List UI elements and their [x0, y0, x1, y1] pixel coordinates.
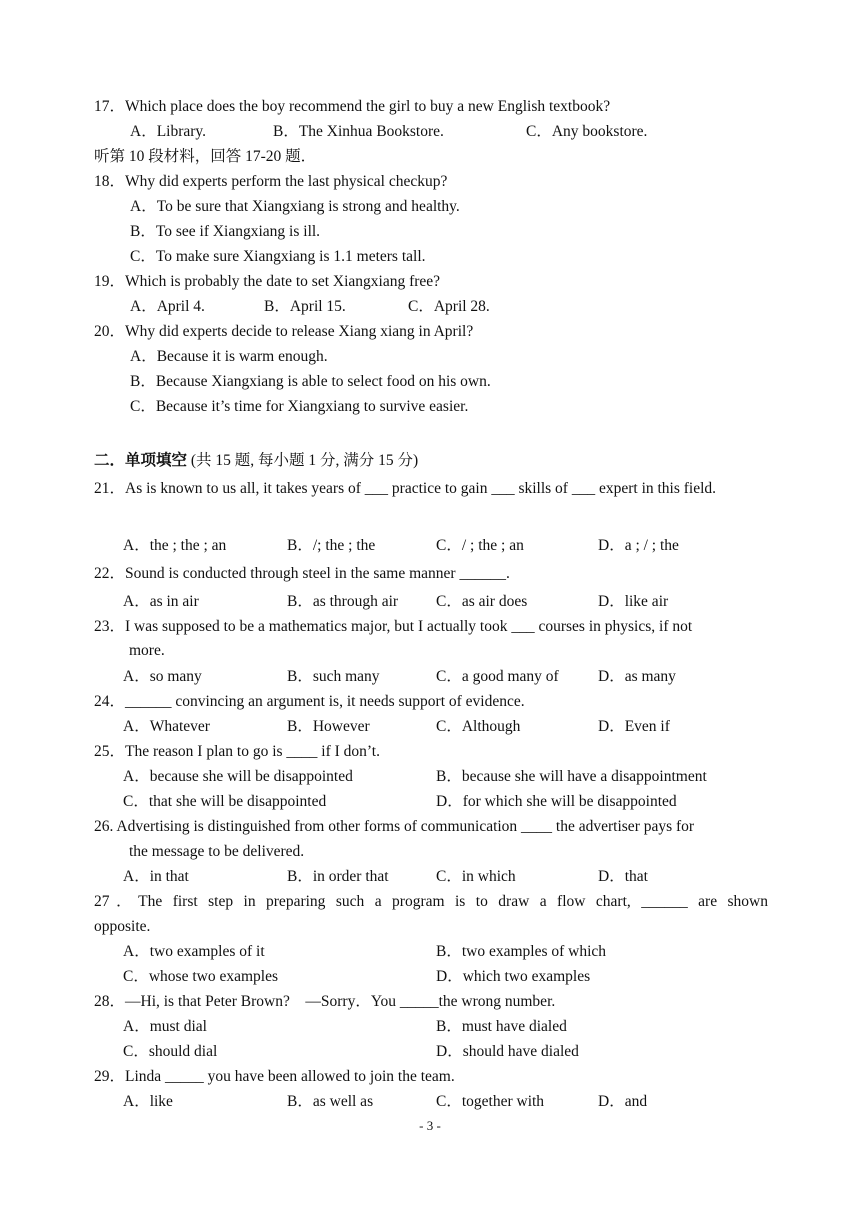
question-26-option-d: D．that — [598, 868, 648, 885]
question-26-stem: 26. Advertising is distinguished from other forms of communication ____ the advertiser pays for — [94, 818, 695, 835]
question-23-option-a: A．so many — [123, 668, 202, 685]
question-17-option-a: A．Library. — [130, 123, 207, 140]
question-20-option-c: C．Because it’s time for Xiangxiang to survive easier. — [130, 398, 469, 415]
question-18-option-c: C．To make sure Xiangxiang is 1.1 meters tall. — [130, 248, 426, 265]
question-29-option-a: A．like — [123, 1093, 173, 1110]
question-24-stem: 24．______ convincing an argument is, it needs support of evidence. — [94, 693, 525, 710]
question-29-option-c: C．together with — [436, 1093, 545, 1110]
question-22-option-c: C．as air does — [436, 593, 528, 610]
question-24-option-d: D．Even if — [598, 718, 670, 735]
question-20-stem: 20．Why did experts decide to release Xiang xiang in April? — [94, 323, 474, 340]
question-28-stem: 28．—Hi, is that Peter Brown? —Sorry．You _____the wrong number. — [94, 993, 556, 1010]
section-title: 二．单项填空 — [94, 452, 188, 469]
question-27-option-c: C．whose two examples — [123, 968, 278, 985]
question-27-option-a: A．two examples of it — [123, 943, 265, 960]
question-26-option-c: C．in which — [436, 868, 516, 885]
question-22-option-d: D．like air — [598, 593, 669, 610]
question-18-option-b: B．To see if Xiangxiang is ill. — [130, 223, 321, 240]
question-25-option-c: C．that she will be disappointed — [123, 793, 327, 810]
listening-instruction: 听第 10 段材料，回答 17-20 题． — [94, 148, 317, 165]
question-19-option-a: A．April 4. — [130, 298, 205, 315]
question-18-option-a: A．To be sure that Xiangxiang is strong and healthy. — [130, 198, 460, 215]
question-26-option-b: B．in order that — [287, 868, 389, 885]
question-26-option-a: A．in that — [123, 868, 189, 885]
question-26-stem-continued: the message to be delivered. — [129, 843, 305, 860]
question-20-option-b: B．Because Xiangxiang is able to select food on his own. — [130, 373, 491, 390]
page-number: - 3 - — [419, 1118, 441, 1133]
question-20-option-a: A．Because it is warm enough. — [130, 348, 328, 365]
question-23-option-d: D．as many — [598, 668, 676, 685]
question-27-option-d: D．which two examples — [436, 968, 591, 985]
question-27-stem-continued: opposite. — [94, 918, 151, 935]
question-22-option-b: B．as through air — [287, 593, 399, 610]
question-25-option-b: B．because she will have a disappointment — [436, 768, 707, 785]
question-29-option-b: B．as well as — [287, 1093, 374, 1110]
question-24-option-b: B．However — [287, 718, 370, 735]
question-21-option-a: A．the ; the ; an — [123, 537, 227, 554]
question-21-option-b: B．/; the ; the — [287, 537, 376, 554]
question-18-stem: 18．Why did experts perform the last physical checkup? — [94, 173, 448, 190]
question-27-option-b: B．two examples of which — [436, 943, 607, 960]
question-23-option-b: B．such many — [287, 668, 380, 685]
question-23-stem: 23．I was supposed to be a mathematics major, but I actually took ___ courses in physics, if not — [94, 618, 693, 635]
question-17-option-c: C．Any bookstore. — [526, 123, 648, 140]
section-scoring-note: (共 15 题, 每小题 1 分, 满分 15 分) — [187, 452, 419, 469]
question-28-option-d: D．should have dialed — [436, 1043, 579, 1060]
question-21-stem: 21．As is known to us all, it takes years of ___ practice to gain ___ skills of ___ expert in this field. — [94, 480, 717, 497]
question-25-option-d: D．for which she will be disappointed — [436, 793, 677, 810]
question-28-option-a: A．must dial — [123, 1018, 207, 1035]
question-19-option-c: C．April 28. — [408, 298, 490, 315]
question-29-stem: 29．Linda _____ you have been allowed to join the team. — [94, 1068, 455, 1085]
question-25-option-a: A．because she will be disappointed — [123, 768, 353, 785]
question-28-option-c: C．should dial — [123, 1043, 218, 1060]
question-19-option-b: B．April 15. — [264, 298, 346, 315]
question-22-option-a: A．as in air — [123, 593, 199, 610]
question-19-stem: 19．Which is probably the date to set Xiangxiang free? — [94, 273, 441, 290]
question-24-option-a: A．Whatever — [123, 718, 210, 735]
question-29-option-d: D．and — [598, 1093, 648, 1110]
section-heading — [94, 451, 418, 471]
question-21-option-d: D．a ; / ; the — [598, 537, 679, 554]
question-17-stem: 17．Which place does the boy recommend the girl to buy a new English textbook? — [94, 98, 611, 115]
question-17-option-b: B．The Xinhua Bookstore. — [273, 123, 444, 140]
question-25-stem: 25．The reason I plan to go is ____ if I don’t. — [94, 743, 380, 760]
question-24-option-c: C．Although — [436, 718, 521, 735]
question-21-option-c: C．/ ; the ; an — [436, 537, 524, 554]
question-22-stem: 22．Sound is conducted through steel in the same manner ______. — [94, 565, 510, 582]
question-27-stem: 27．The first step in preparing such a program is to draw a flow chart, ______ are shown — [94, 893, 768, 910]
question-23-option-c: C．a good many of — [436, 668, 559, 685]
question-23-stem-continued: more. — [129, 642, 165, 659]
question-28-option-b: B．must have dialed — [436, 1018, 567, 1035]
